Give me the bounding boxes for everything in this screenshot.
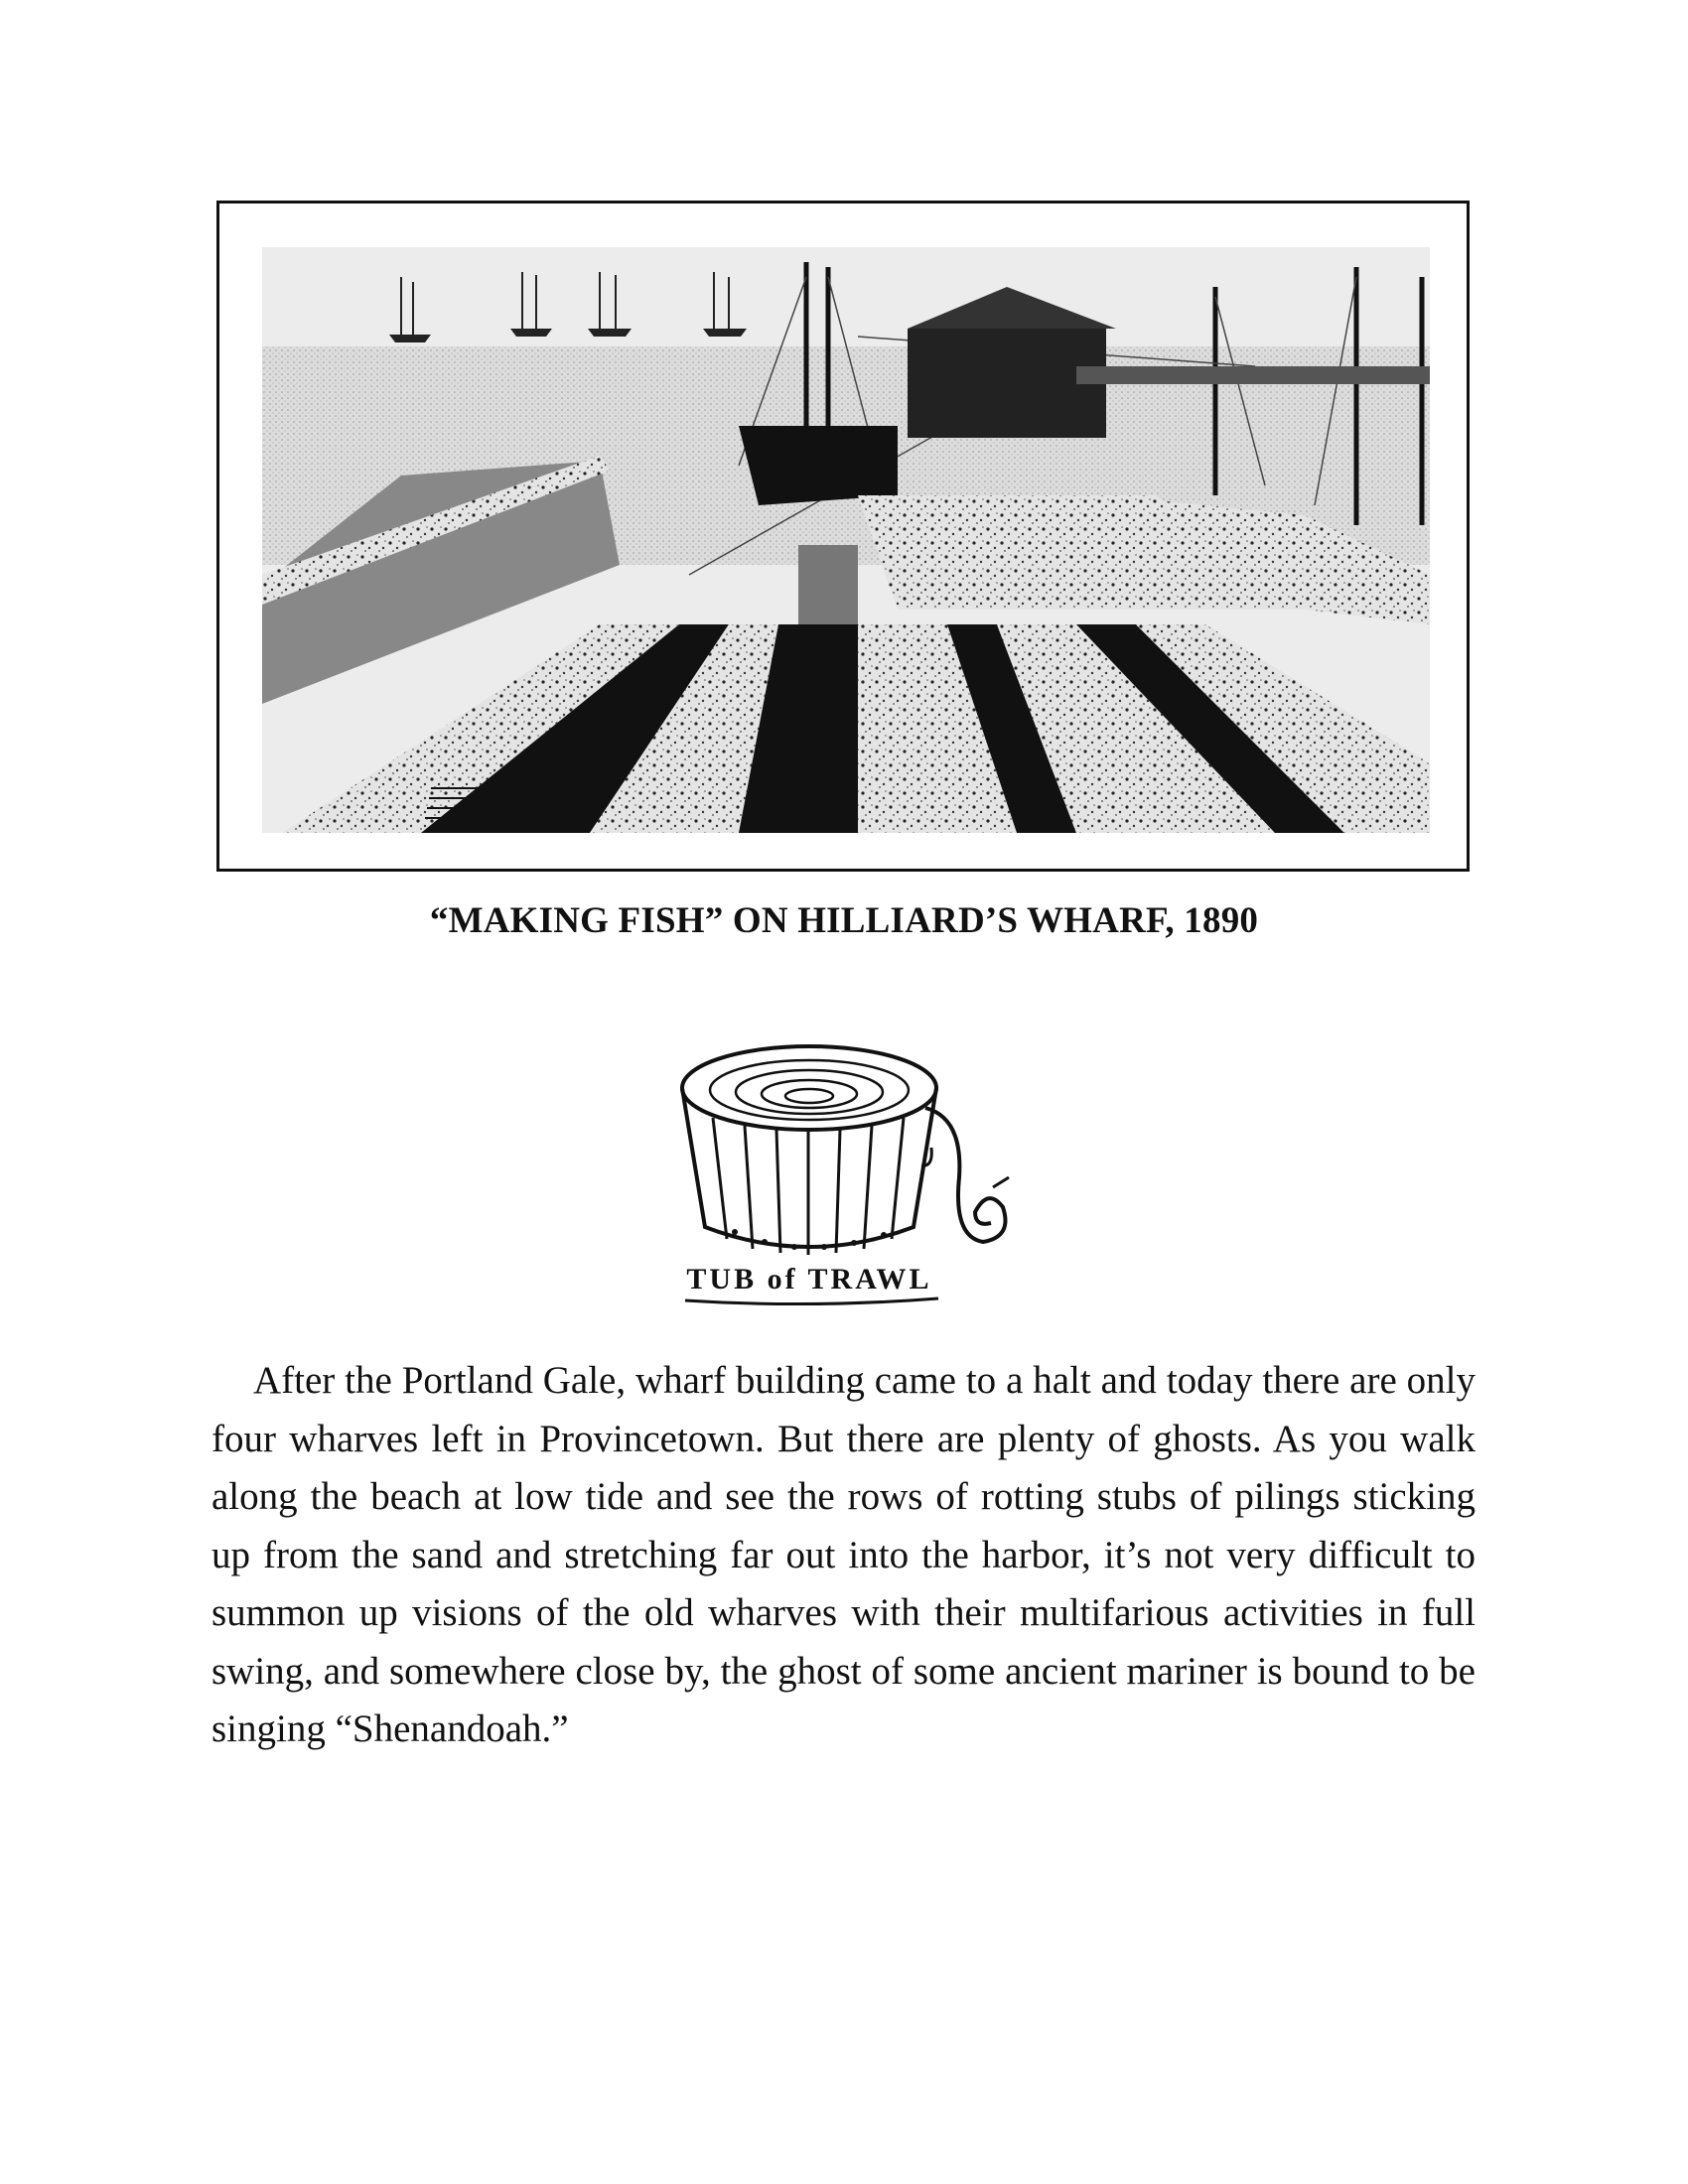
photo-caption: “MAKING FISH” ON HILLIARD’S WHARF, 1890 bbox=[429, 900, 1259, 941]
photo-frame bbox=[216, 201, 1470, 872]
wharf-photograph bbox=[262, 247, 1430, 833]
body-paragraph: After the Portland Gale, wharf building came to a halt and today there are only four wharves left in Provincetown. But there are plenty of ghosts. As you walk along the beach at low tide and see the rows of rotting stubs of pilings sticking up from the sand and stretching far out into the harbor, it’s not very difficult to summon up visions of the old wharves with their multifarious activities in full swing, and somewhere close by, the ghost of some ancient mariner is bound to be singing “Shenandoah.” bbox=[211, 1359, 1476, 1750]
tub-of-trawl-label: TUB of TRAWL bbox=[686, 1263, 932, 1296]
tub-of-trawl-illustration bbox=[665, 1028, 1023, 1316]
